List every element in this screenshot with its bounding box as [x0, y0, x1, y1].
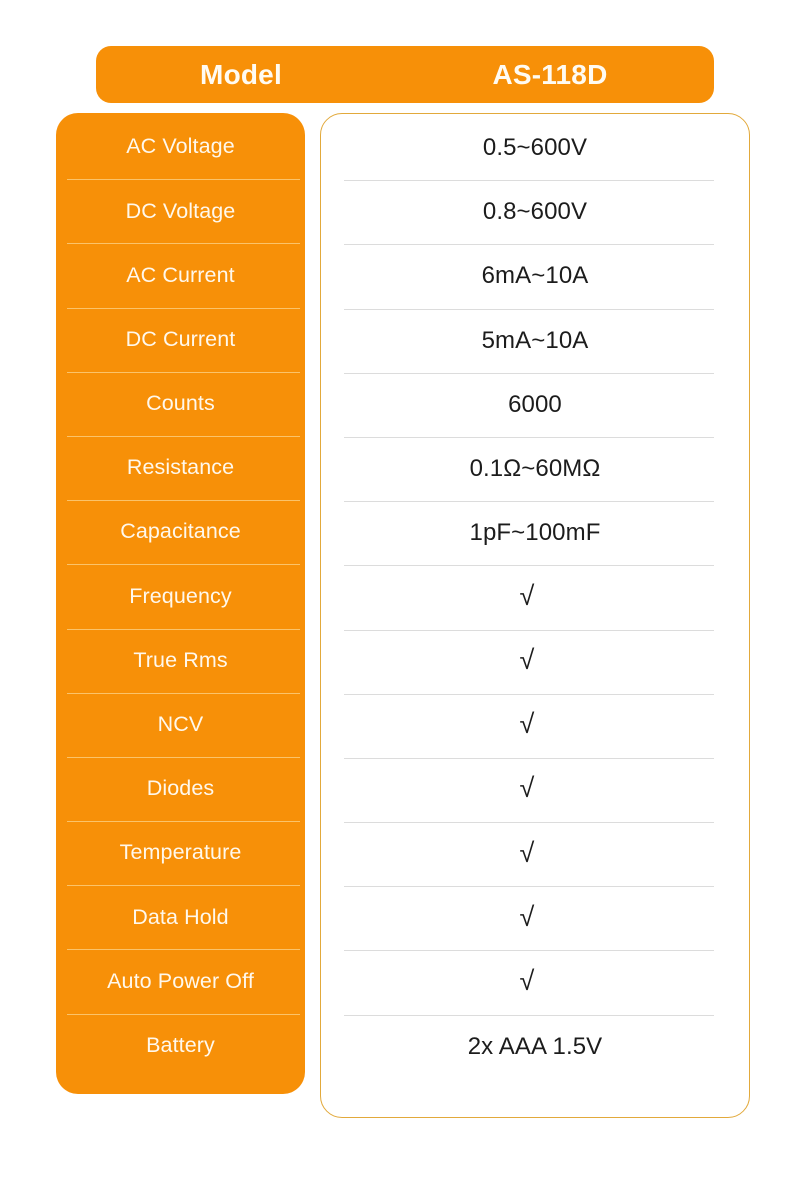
spec-label-text: DC Current [125, 326, 236, 351]
spec-row-label [56, 308, 305, 372]
spec-value-text: 6mA~10A [481, 262, 589, 290]
spec-row-value [321, 116, 749, 180]
spec-label-text: AC Current [126, 262, 235, 287]
spec-row-label [56, 115, 305, 179]
spec-row-label [56, 629, 305, 693]
spec-row-value [321, 886, 749, 950]
spec-label-text: Diodes [146, 776, 215, 801]
spec-value-text: 0.5~600V [482, 134, 588, 162]
spec-label-text: Counts [146, 391, 215, 416]
spec-row-value [321, 822, 749, 886]
spec-row-value [321, 694, 749, 758]
spec-table-header [96, 46, 714, 103]
spec-label-text: DC Voltage [125, 198, 236, 223]
spec-row-label [56, 564, 305, 628]
spec-value-text: 0.1Ω~60MΩ [469, 455, 601, 483]
spec-row-label [56, 243, 305, 307]
spec-label-text: Battery [146, 1032, 215, 1057]
spec-row-value [321, 373, 749, 437]
checkmark-icon: √ [519, 709, 535, 740]
spec-row-value [321, 309, 749, 373]
spec-row-label [56, 885, 305, 949]
spec-row-label [56, 949, 305, 1013]
spec-value-column [320, 113, 750, 1118]
checkmark-icon: √ [519, 773, 535, 804]
header-model-label: Model [200, 58, 282, 90]
checkmark-icon: √ [519, 645, 535, 676]
spec-label-text: NCV [157, 712, 204, 737]
spec-label-column [56, 113, 305, 1094]
spec-label-text: Temperature [119, 840, 242, 865]
checkmark-icon: √ [519, 837, 535, 868]
spec-row-value [321, 1015, 749, 1079]
spec-row-value [321, 437, 749, 501]
spec-row-label [56, 757, 305, 821]
spec-label-text: Capacitance [120, 519, 241, 544]
spec-label-text: Auto Power Off [107, 968, 254, 993]
spec-value-text: 1pF~100mF [469, 519, 601, 547]
header-model-value: AS-118D [492, 58, 608, 90]
spec-row-label [56, 1014, 305, 1078]
spec-label-text: Data Hold [132, 904, 229, 929]
spec-row-label [56, 693, 305, 757]
checkmark-icon: √ [519, 901, 535, 932]
spec-label-text: AC Voltage [126, 134, 235, 159]
spec-value-text: 2x AAA 1.5V [467, 1032, 603, 1060]
spec-row-value [321, 180, 749, 244]
spec-row-value [321, 950, 749, 1014]
checkmark-icon: √ [519, 580, 535, 611]
spec-row-value [321, 244, 749, 308]
spec-row-label [56, 179, 305, 243]
spec-row-value [321, 565, 749, 629]
spec-value-text: 0.8~600V [482, 198, 588, 226]
spec-label-text: Frequency [129, 583, 232, 608]
spec-row-label [56, 500, 305, 564]
spec-label-text: Resistance [126, 455, 235, 480]
checkmark-icon: √ [519, 966, 535, 997]
spec-label-text: True Rms [133, 647, 228, 672]
spec-row-label [56, 821, 305, 885]
spec-row-value [321, 501, 749, 565]
spec-row-value [321, 758, 749, 822]
spec-value-text: 5mA~10A [481, 326, 589, 354]
spec-row-value [321, 630, 749, 694]
spec-row-label [56, 436, 305, 500]
spec-value-text: 6000 [508, 390, 562, 418]
spec-row-label [56, 372, 305, 436]
